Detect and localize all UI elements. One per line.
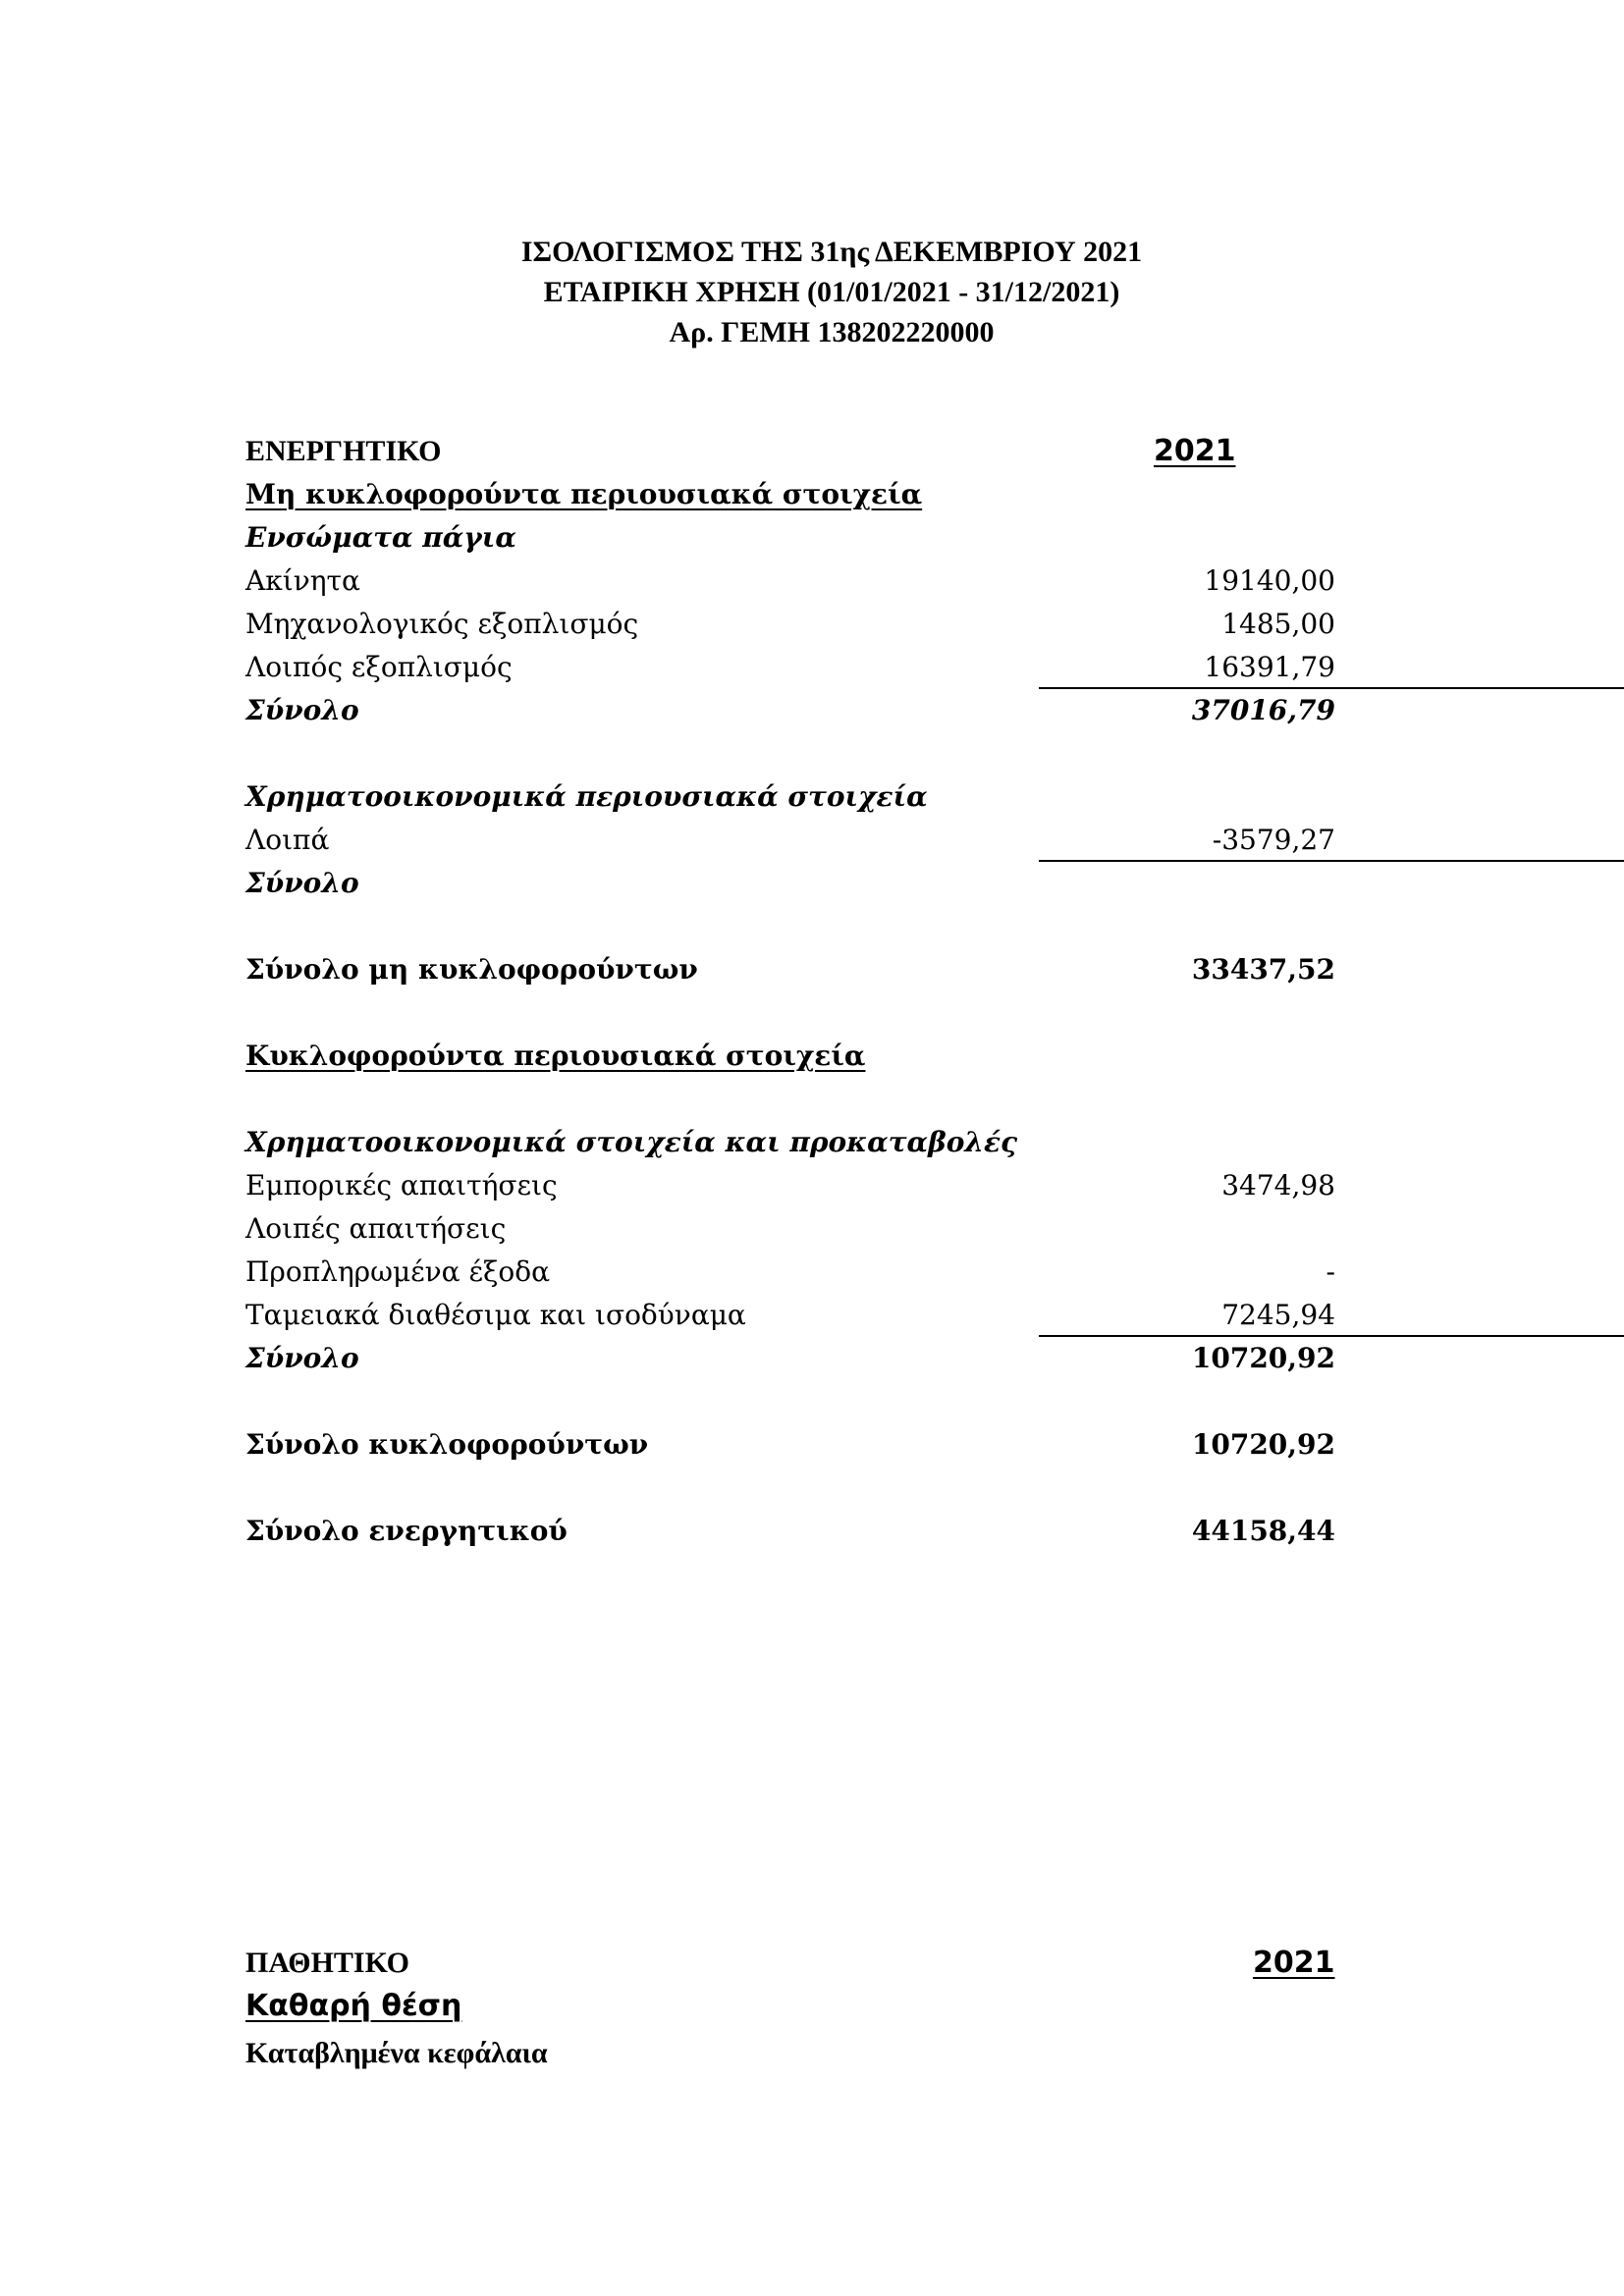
tangible-heading: Ενσώματα πάγια: [245, 521, 516, 554]
financial-heading: Χρηματοοικονομικά περιουσιακά στοιχεία: [245, 780, 928, 813]
equity-heading: Καθαρή θέση: [245, 1989, 462, 2023]
table-row: [245, 1209, 1335, 1249]
current-total-label: Σύνολο κυκλοφορούντων: [245, 1428, 649, 1461]
noncurrent-total-row: [245, 950, 1335, 989]
liabilities-title-row: [245, 1944, 1335, 1983]
line-item-value: 19140,00: [1204, 564, 1335, 597]
line-item-label: Λοιπός εξοπλισμός: [245, 651, 513, 683]
subtotal-rule: [1039, 687, 1624, 689]
current-financial-total-value: 10720,92: [1191, 1342, 1335, 1374]
line-item-label: Προπληρωμένα έξοδα: [245, 1255, 551, 1288]
table-row: [245, 561, 1335, 601]
line-item-value: 1485,00: [1221, 608, 1335, 640]
noncurrent-heading: Μη κυκλοφορούντα περιουσιακά στοιχεία: [245, 478, 923, 510]
financial-total-label: Σύνολο: [245, 867, 359, 899]
header-title: ΙΣΟΛΟΓΙΣΜΟΣ ΤΗΣ 31ης ΔΕΚΕΜΒΡΙΟΥ 2021: [520, 236, 1143, 268]
line-item-label: Εμπορικές απαιτήσεις: [245, 1169, 558, 1201]
current-financial-heading-row: [245, 1123, 1335, 1162]
subtotal-rule: [1039, 1335, 1624, 1337]
table-row: [245, 1253, 1335, 1292]
financial-total-row: [245, 864, 1335, 903]
tangible-total-label: Σύνολο: [245, 694, 359, 726]
tangible-heading-row: [245, 518, 1335, 558]
header-fiscal-period: ΕΤΑΙΡΙΚΗ ΧΡΗΣΗ (01/01/2021 - 31/12/2021): [543, 276, 1120, 308]
table-row: [245, 1296, 1335, 1335]
table-row: [245, 1166, 1335, 1205]
line-item-label: Ακίνητα: [245, 564, 360, 597]
document-header: [0, 232, 1624, 352]
line-item-value: 3474,98: [1221, 1169, 1335, 1201]
line-item-label: Ταμειακά διαθέσιμα και ισοδύναμα: [245, 1299, 746, 1331]
assets-year-header: 2021: [1154, 434, 1236, 468]
table-row: [245, 821, 1335, 860]
liabilities-title: ΠΑΘΗΤΙΚΟ: [245, 1947, 409, 1979]
current-financial-total-row: [245, 1339, 1335, 1378]
paid-capital-row: [245, 2034, 1335, 2073]
liabilities-year-header: 2021: [1253, 1946, 1335, 1980]
assets-total-value: 44158,44: [1191, 1515, 1335, 1547]
assets-total-row: [245, 1512, 1335, 1551]
current-financial-heading: Χρηματοοικονομικά στοιχεία και προκαταβολές: [245, 1126, 1018, 1158]
assets-total-label: Σύνολο ενεργητικού: [245, 1515, 568, 1547]
current-heading-row: [245, 1037, 1335, 1076]
noncurrent-total-label: Σύνολο μη κυκλοφορούντων: [245, 953, 698, 986]
equity-heading-row: [245, 1987, 1335, 2026]
line-item-label: Λοιπά: [245, 824, 330, 856]
noncurrent-heading-row: [245, 475, 1335, 514]
current-total-value: 10720,92: [1191, 1428, 1335, 1461]
line-item-value: 7245,94: [1221, 1299, 1335, 1331]
assets-title: ΕΝΕΡΓΗΤΙΚΟ: [245, 435, 442, 467]
tangible-total-row: [245, 691, 1335, 730]
table-row: [245, 605, 1335, 644]
current-heading: Κυκλοφορούντα περιουσιακά στοιχεία: [245, 1040, 866, 1072]
paid-capital-label: Καταβλημένα κεφάλαια: [245, 2037, 548, 2069]
current-financial-total-label: Σύνολο: [245, 1342, 359, 1374]
line-item-value: -: [1326, 1255, 1335, 1288]
line-item-label: Μηχανολογικός εξοπλισμός: [245, 608, 639, 640]
tangible-total-value: 37016,79: [1191, 694, 1335, 726]
table-row: [245, 648, 1335, 687]
financial-heading-row: [245, 777, 1335, 817]
noncurrent-total-value: 33437,52: [1191, 953, 1335, 986]
line-item-value: 16391,79: [1204, 651, 1335, 683]
line-item-label: Λοιπές απαιτήσεις: [245, 1212, 507, 1245]
header-registry-number: Αρ. ΓΕΜΗ 138202220000: [669, 316, 995, 348]
current-total-row: [245, 1425, 1335, 1465]
subtotal-rule: [1039, 860, 1624, 862]
line-item-value: -3579,27: [1212, 824, 1335, 856]
